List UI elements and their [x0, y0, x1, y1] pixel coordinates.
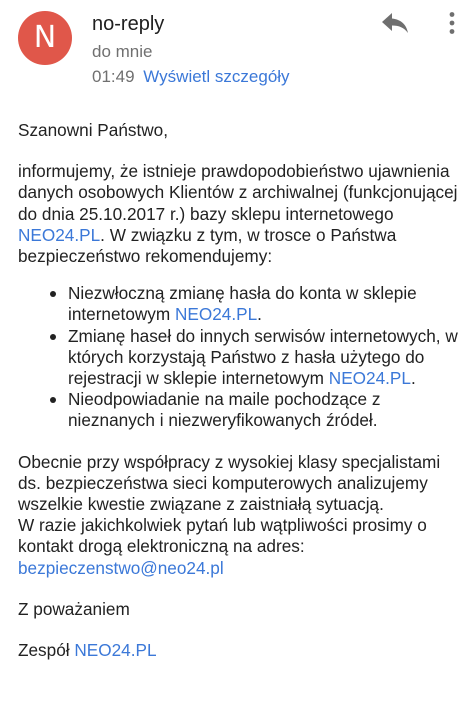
closing: Z poważaniem	[18, 598, 130, 619]
neo24-link[interactable]: NEO24.PL	[328, 368, 411, 389]
sender-avatar[interactable]: N	[18, 11, 72, 65]
intro-paragraph	[18, 161, 466, 267]
signature	[18, 640, 466, 661]
list-item-text: Nieodpowiadanie na maile pochodzące z nieznanych i niezweryfikowanych źródeł.	[68, 389, 381, 431]
list-item	[68, 283, 466, 325]
info-text-1: Obecnie przy współpracy z wysokiej klasy specjalistami ds. bezpieczeństwa sieci komputerowych analizujemy wszelkie kwestie związane z zaistniałą sytuacją.	[18, 451, 441, 515]
view-details-link[interactable]: Wyświetl szczegóły	[143, 67, 290, 86]
greeting: Szanowni Państwo,	[18, 120, 168, 140]
list-item-suffix: .	[410, 368, 416, 389]
list-item-text: Zmianę haseł do innych serwisów internetowych, w których korzystają Państwo z hasła użytego do rejestracji w sklepie internetowym	[68, 325, 458, 389]
intro-text-2: . W związku z tym, w trosce o Państwa bezpieczeństwo rekomendujemy:	[18, 224, 397, 267]
email-address-link[interactable]: bezpieczenstwo@neo24.pl	[18, 557, 224, 578]
signature-text: Zespół	[18, 640, 75, 661]
neo24-link[interactable]: NEO24.PL	[74, 640, 157, 661]
list-item	[68, 326, 466, 390]
info-paragraph	[18, 452, 466, 579]
intro-text-1: informujemy, że istnieje prawdopodobieństwo ujawnienia danych osobowych Klientów z archiwalnej (funkcjonującej do dnia 25.10.2017 r.) bazy sklepu internetowego	[18, 161, 458, 224]
sender-name[interactable]: no-reply	[92, 13, 165, 35]
email-time: 01:49	[92, 67, 135, 86]
list-item	[68, 389, 466, 431]
list-item-suffix: .	[257, 304, 262, 325]
info-text-2: W razie jakichkolwiek pytań lub wątpliwości prosimy o kontakt drogą elektroniczną na adres:	[18, 515, 427, 557]
reply-icon[interactable]	[380, 11, 410, 35]
neo24-link[interactable]: NEO24.PL	[18, 224, 101, 245]
neo24-link[interactable]: NEO24.PL	[175, 304, 258, 325]
recipient-label[interactable]: do mnie	[92, 42, 153, 61]
recommendations-list	[18, 283, 466, 431]
time-row	[92, 66, 290, 88]
more-vertical-icon[interactable]	[448, 11, 456, 35]
list-item-text: Niezwłoczną zmianę hasła do konta w sklepie internetowym	[68, 283, 417, 325]
email-body	[18, 120, 466, 661]
